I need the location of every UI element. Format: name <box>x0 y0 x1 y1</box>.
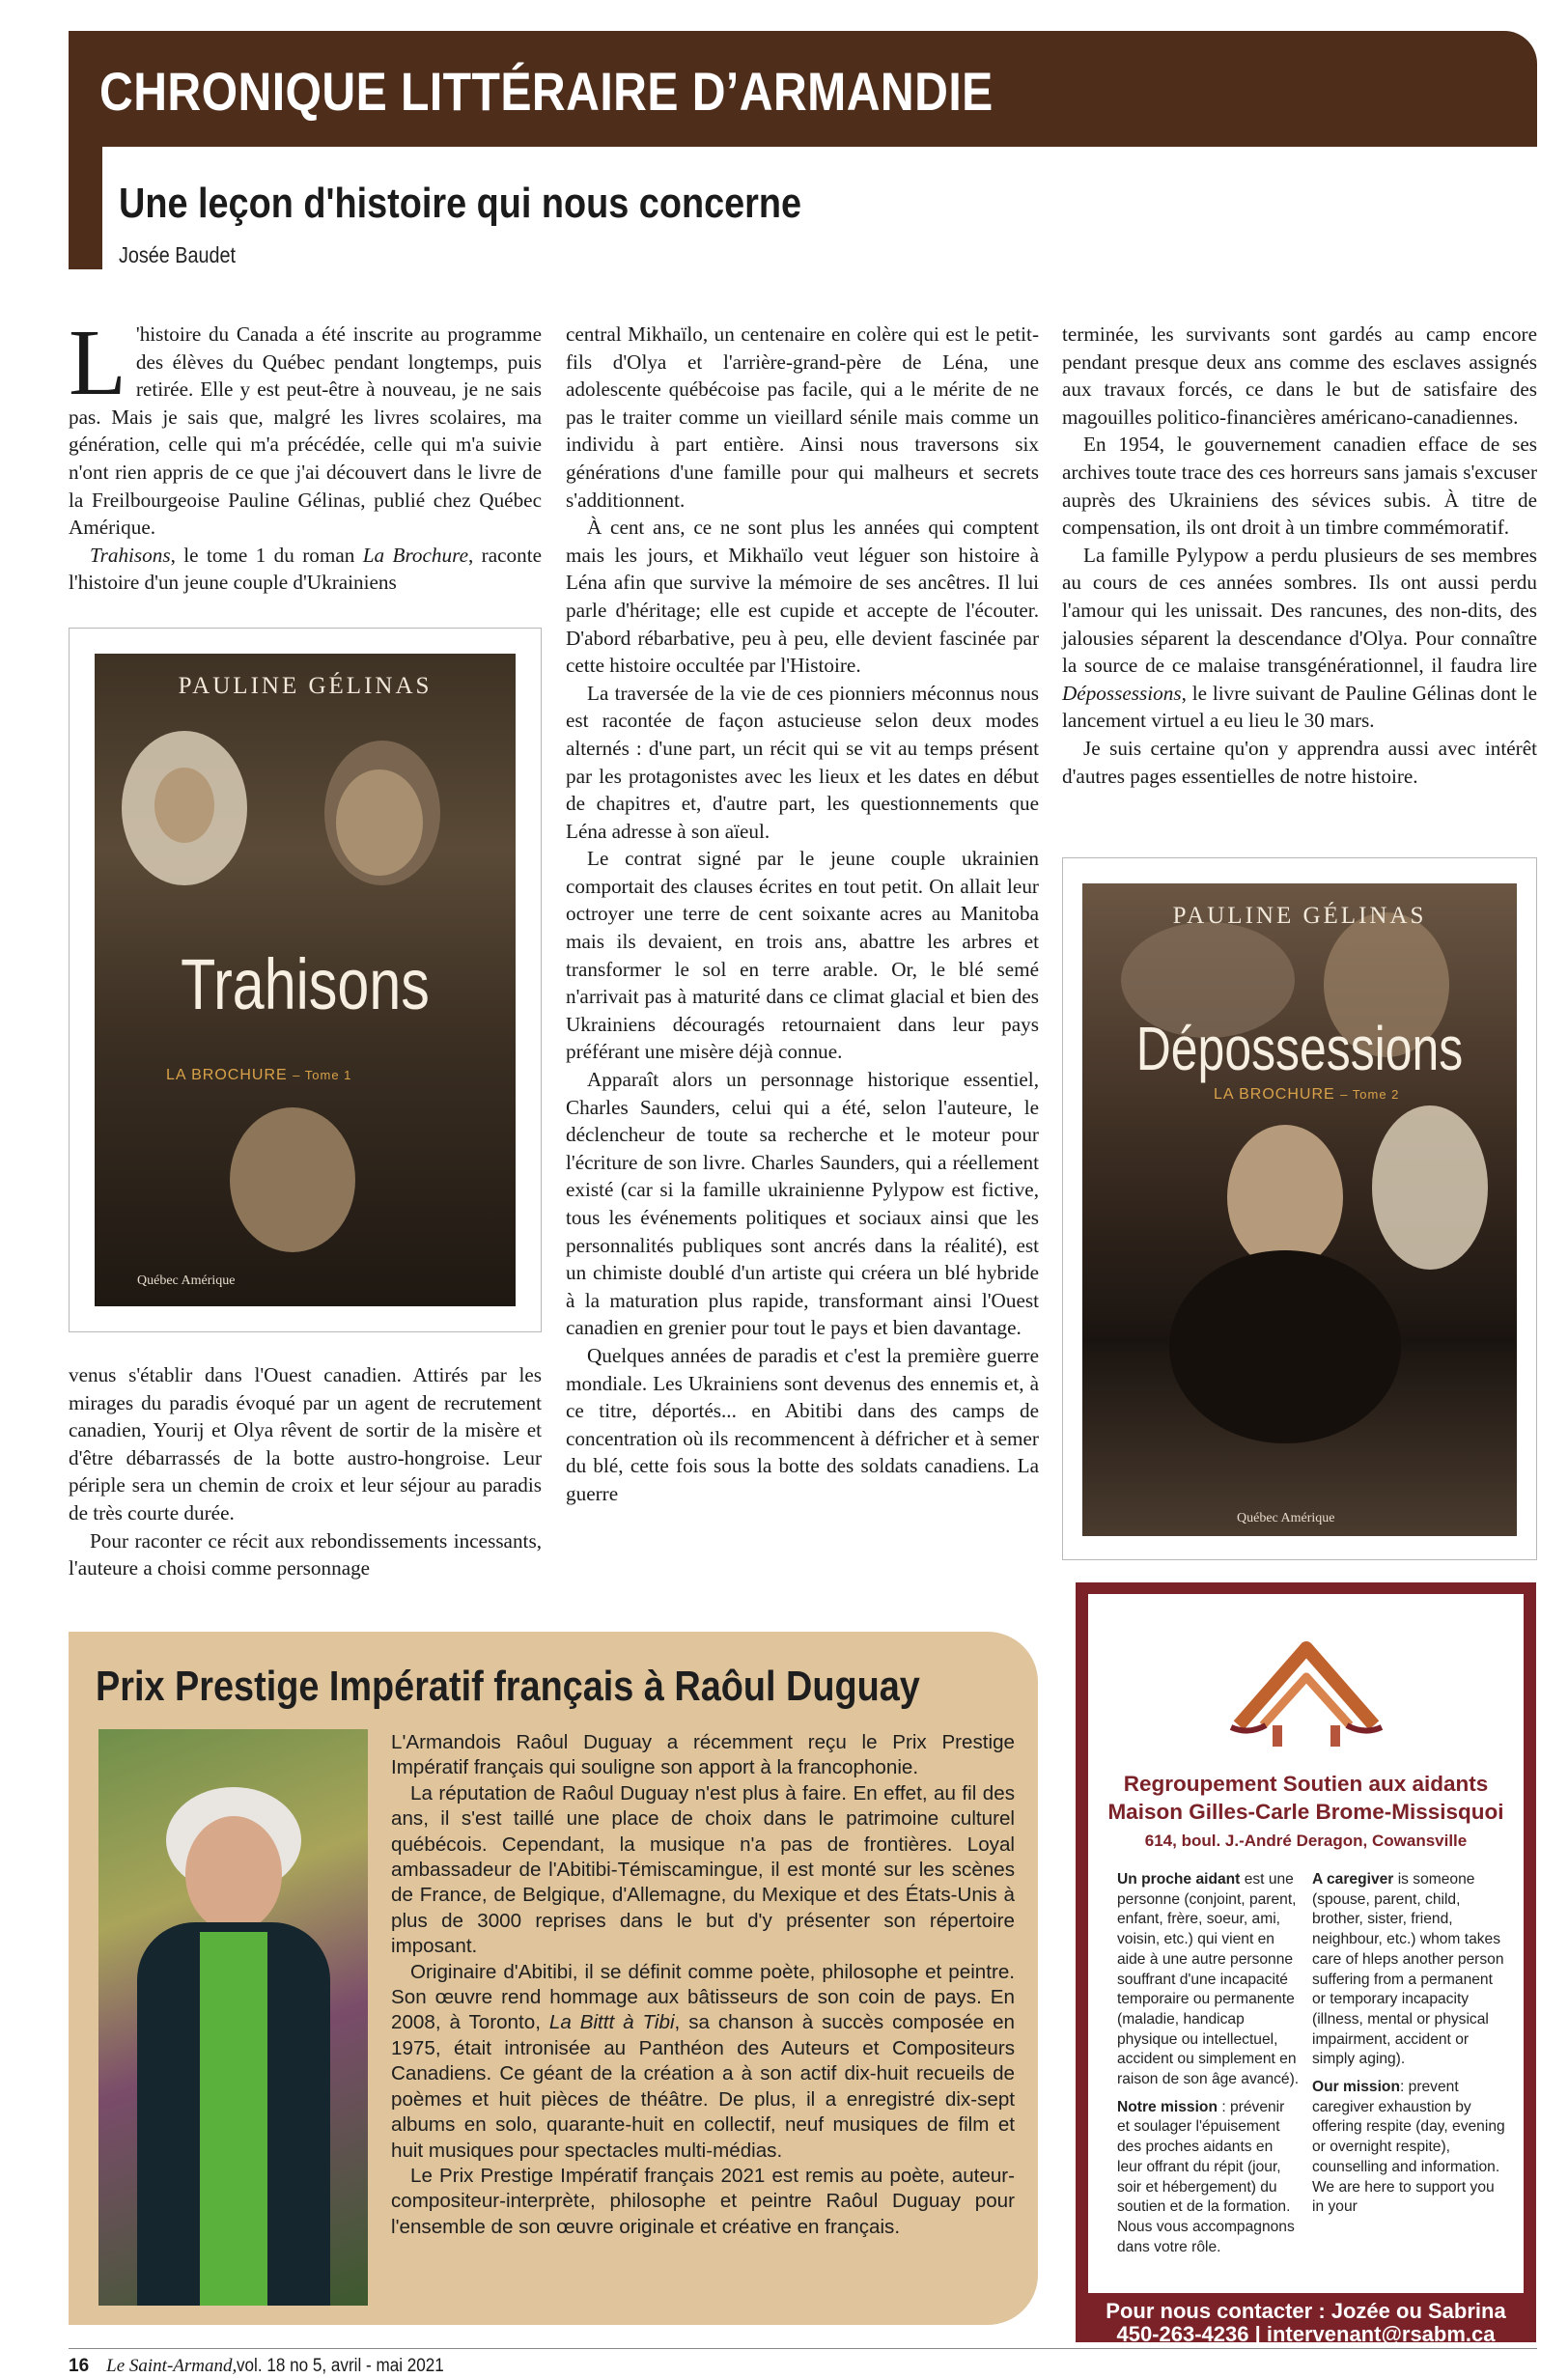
ad-paragraph <box>1117 2098 1301 2258</box>
ad-paragraph <box>1312 2078 1510 2218</box>
article-paragraph: En 1954, le gouvernement canadien efface de ses archives toute trace des ces horreurs sans jamais s'excuser auprès des Ukrainiens des sévices subis. À titre de compensation, ils ont droit à un timbre commémoratif. <box>1062 433 1537 540</box>
book-cover-frame <box>69 628 542 1332</box>
cover-title: Dépossessions <box>1135 1014 1464 1083</box>
ad-paragraph <box>1117 1870 1301 2090</box>
article-column-3 <box>1062 321 1537 790</box>
cover-series <box>166 1067 351 1084</box>
series-title-italic: La Brochure <box>362 543 468 567</box>
article-byline: Josée Baudet <box>119 242 236 267</box>
song-title-italic: La Bittt à Tibi <box>548 2011 675 2034</box>
article-column-2 <box>566 321 1039 1508</box>
book-cover-frame <box>1062 857 1537 1560</box>
article-paragraph: central Mikhaïlo, un centenaire en colère qui est le petit-fils d'Olya et l'arrière-grand-père de Léna, une adolescente québécoise pas facile, qui a le mérite de ne pas le traiter comme un vieillard sénile mais comme un individu à part entière. Ainsi nous traversons six générations d'une famille pour qui malheurs et secrets s'additionnent. <box>566 322 1039 512</box>
prix-text-part: Originaire d'Abitibi, il se définit comme poète, philosophe et peintre. Son œuvre rend hommage aux bâtisseurs de son coin de pays. En 2008, à Toronto, <box>391 1960 1015 2034</box>
ad-contact-info[interactable]: 450-263-4236 | intervenant@rsabm.ca <box>1116 2322 1496 2346</box>
article-column-1-top <box>69 311 543 597</box>
prix-paragraph: L'Armandois Raôul Duguay a récemment reçu le Prix Prestige Impératif français qui souligne son apport à la francophonie. <box>391 1731 1015 1779</box>
cover-series-name: LA BROCHURE <box>166 1067 288 1083</box>
prix-title: Prix Prestige Impératif français à Raôul Duguay <box>96 1663 920 1710</box>
article-paragraph: Quelques années de paradis et c'est la première guerre mondiale. Les Ukrainiens sont devenus des ennemis et, à ce titre, déportés... en Abitibi dans des camps de concentration où ils recommencent à défricher et à semer du blé, cette fois sous la botte des soldats canadiens. La guerre <box>566 1343 1039 1505</box>
cover-tome: – Tome 1 <box>293 1068 352 1082</box>
section-banner <box>69 31 1537 147</box>
ad-contact-names: Pour nous contacter : Jozée ou Sabrina <box>1106 2299 1506 2323</box>
ad-bold-term: Our mission <box>1312 2079 1400 2096</box>
headline-accent-bar <box>69 147 102 269</box>
ad-french-column <box>1117 1870 1301 2265</box>
article-paragraph: Je suis certaine qu'on y apprendra aussi avec intérêt d'autres pages essentielles de notre histoire. <box>1062 736 1537 788</box>
publication-name: Le Saint-Armand, <box>106 2356 238 2376</box>
ad-org-name: Regroupement Soutien aux aidants <box>1123 1772 1489 1796</box>
ad-bold-term: A caregiver <box>1312 1871 1394 1888</box>
article-paragraph: venus s'établir dans l'Ouest canadien. Attirés par les mirages du paradis évoqué par un agent de recrutement canadien, Yourij et Olya rêvent de sortir de la misère et d'être débarrassés de la botte austro-hongroise. Leur périple sera un chemin de croix et leur séjour au paradis de très courte durée. <box>69 1363 542 1525</box>
cover-publisher: Québec Amérique <box>1237 1511 1335 1525</box>
article-headline: Une leçon d'histoire qui nous concerne <box>119 180 802 227</box>
ad-bold-term: Notre mission <box>1117 2098 1218 2115</box>
article-text: 'histoire du Canada a été inscrite au programme des élèves du Québec pendant longtemps, puis retirée. Elle y est peut-être à nouveau, je ne sais pas. Mais je sais que, malgré les livres scolaires, ma génération, celle qui m'a précédée, celle qui m'a suivie n'ont rien appris de ce que j'ai découvert dans le livre de la Freilbourgeoise Pauline Gélinas, publié chez Québec Amérique. <box>69 322 542 540</box>
ad-content <box>1088 1594 1524 2293</box>
face-shape <box>185 1816 282 1932</box>
cover-tome: – Tome 2 <box>1340 1087 1400 1102</box>
figure-shape <box>1169 1250 1401 1443</box>
ad-address: 614, boul. J.-André Deragon, Cowansville <box>1144 1832 1468 1850</box>
footer-rule <box>69 2348 1537 2349</box>
article-column-1-bottom <box>69 1361 542 1582</box>
ad-text: est une personne (conjoint, parent, enfant, frère, soeur, ami, voisin, etc.) qui vient en aide à une autre personne souffrant d'une incapacité temporaire ou permanente (maladie, handicap physique ou intellectuel, accident ou simplement en raison de son âge avancé). <box>1117 1871 1300 2088</box>
cover-series-name: LA BROCHURE <box>1214 1086 1335 1103</box>
raoul-duguay-photo <box>98 1729 368 2306</box>
book-cover-trahisons <box>95 654 516 1306</box>
cover-title: Trahisons <box>181 944 430 1024</box>
article-paragraph: À cent ans, ce ne sont plus les années qui comptent mais les jours, et Mikhaïlo veut léguer son histoire à Léna afin que survive la mémoire de ses ancêtres. Il lui parle d'héritage; elle est cupide et accepte de l'écouter. D'abord rébarbative, peu à peu, elle devient fascinée par cette histoire occultée par l'Histoire. <box>566 516 1039 678</box>
cover-publisher: Québec Amérique <box>137 1273 236 1288</box>
article-paragraph <box>69 542 542 597</box>
prix-paragraph: Le Prix Prestige Impératif français 2021 est remis au poète, auteur-compositeur-interprète, philosophe et peintre Raôul Duguay pour l'ensemble de son œuvre originale et créative en français. <box>391 2164 1015 2238</box>
article-text: , le tome 1 du roman <box>170 543 363 567</box>
cover-series <box>1214 1086 1399 1104</box>
face-shape <box>230 1107 355 1252</box>
cover-author: PAULINE GÉLINAS <box>178 673 433 699</box>
headscarf-shape <box>1372 1105 1488 1270</box>
article-paragraph: La traversée de la vie de ces pionniers méconnus nous est racontée de façon astucieuse selon deux modes alternés : d'une part, un récit qui se vit au temps présent par les protagonistes avec les lieux et les dates en début de chapitres et, d'autre part, les questionnements que Léna adresse à son aïeul. <box>566 681 1039 843</box>
ad-text: : prévenir et soulager l'épuisement des proches aidants en leur offrant du répit (jour, soir et hébergement) du soutien et de la formation. Nous vous accompagnons dans votre rôle. <box>1117 2098 1295 2255</box>
ad-english-column <box>1312 1870 1510 2225</box>
page-number: 16 <box>69 2356 90 2376</box>
article-paragraph <box>1062 542 1537 735</box>
article-paragraph: Pour raconter ce récit aux rebondissements incessants, l'auteure a choisi comme personnage <box>69 1528 542 1581</box>
section-title: CHRONIQUE LITTÉRAIRE D’ARMANDIE <box>99 61 994 122</box>
ad-text: : prevent caregiver exhaustion by offering respite (day, evening or overnight respite), counselling and information. We are here to support you in your <box>1312 2079 1505 2216</box>
book-title-italic: Trahisons <box>90 543 171 567</box>
prix-paragraph <box>391 1960 1015 2164</box>
drop-cap: L <box>69 311 126 415</box>
ad-house-name: Maison Gilles-Carle Brome-Missisquoi <box>1107 1800 1504 1824</box>
article-paragraph: terminée, les survivants sont gardés au camp encore pendant presque deux ans comme des esclaves assignés aux travaux forcés, ce dans le but de satisfaire des magouilles politico-financières américano-canadiennes. <box>1062 322 1537 429</box>
prix-prestige-box <box>69 1632 1038 2325</box>
article-text: , le livre suivant de Pauline Gélinas dont le lancement virtuel a eu lieu le 30 mars. <box>1062 681 1537 733</box>
face-shape <box>336 769 423 876</box>
page-footer <box>69 2356 467 2377</box>
ad-text: is someone (spouse, parent, child, brother, sister, friend, neighbour, etc.) whom takes care of hleps another person suffering from a permanent or temporary incapacity (illness, mental or physical impairment, accident or simply aging). <box>1312 1871 1504 2068</box>
prix-text-part: , sa chanson à succès composée en 1975, était intronisée au Panthéon des Auteurs et Compositeurs Canadiens. Ce géant de la création a à son actif dix-huit recueils de poèmes et huit pièces de théâtre. De plus, il a enregistré dix-sept albums en solo, quarante-huit en collectif, neuf musiques de film et huit musiques pour spectacles multi-médias. <box>391 2011 1015 2162</box>
book-title-italic: Dépossessions <box>1062 681 1182 705</box>
house-hands-logo-icon <box>1219 1619 1393 1754</box>
ad-bold-term: Un proche aidant <box>1117 1871 1241 1888</box>
issue-info: vol. 18 no 5, avril - mai 2021 <box>237 2356 445 2376</box>
green-shirt-shape <box>200 1932 267 2306</box>
prix-paragraph: La réputation de Raôul Duguay n'est plus à faire. En effet, au fil des ans, il s'est taillé une place de choix dans le patrimoine culturel québécois. Cependant, la musique n'a pas de frontières. Loyal ambassadeur de l'Abitibi-Témiscamingue, il est monté sur les scènes de France, de Belgique, d'Allemagne, du Mexique et des États-Unis à plus de 3000 reprises dans le but d'y présenter son répertoire imposant. <box>391 1781 1015 1958</box>
article-paragraph: Le contrat signé par le jeune couple ukrainien comportait des clauses écrites en tout petit. On allait leur octroyer une terre de cent soixante acres au Manitoba mais ils devaient, en trois ans, abattre les arbres et transformer le sol en terre arable. Or, le blé semé n'arrivait pas à maturité dans ce climat glacial et bien des Ukrainiens découragés retournaient dans leur pays préférant une misère déjà connue. <box>566 847 1039 1064</box>
ad-paragraph <box>1312 1870 1510 2070</box>
cover-author: PAULINE GÉLINAS <box>1172 903 1427 929</box>
prix-text <box>391 1730 1015 2240</box>
article-text: La famille Pylypow a perdu plusieurs de ses membres au cours de ces années sombres. Ils ont aussi perdu l'amour qui les unissait. Des rancunes, des non-dits, des jalousies séparent la descendance d'Olya. Pour connaître la source de ce malaise transgénérationnel, il faudra lire <box>1062 543 1537 678</box>
face-shape <box>154 768 214 843</box>
article-text: , raconte l'histoire d'un jeune couple d'Ukrainiens <box>69 543 543 595</box>
article-paragraph: Apparaît alors un personnage historique essentiel, Charles Saunders, celui qui a été, selon l'auteure, le déclencheur de toute sa recherche et le moteur pour l'écriture de son livre. Charles Saunders, qui a réellement existé (car si la famille ukrainienne Pylypow est fictive, tous les événements politiques et sociaux ainsi que les personnalités publiques sont ancrés dans la réalité), est un chimiste doublé d'un artiste qui créera un blé hybride à la maturation plus rapide, transformant ainsi l'Ouest canadien en grenier pour tout le pays et bien davantage. <box>566 1068 1039 1340</box>
article-paragraph <box>69 311 542 542</box>
book-cover-depossessions <box>1082 883 1517 1536</box>
caregiver-advertisement <box>1076 1582 1536 2346</box>
face-shape <box>1227 1125 1343 1270</box>
